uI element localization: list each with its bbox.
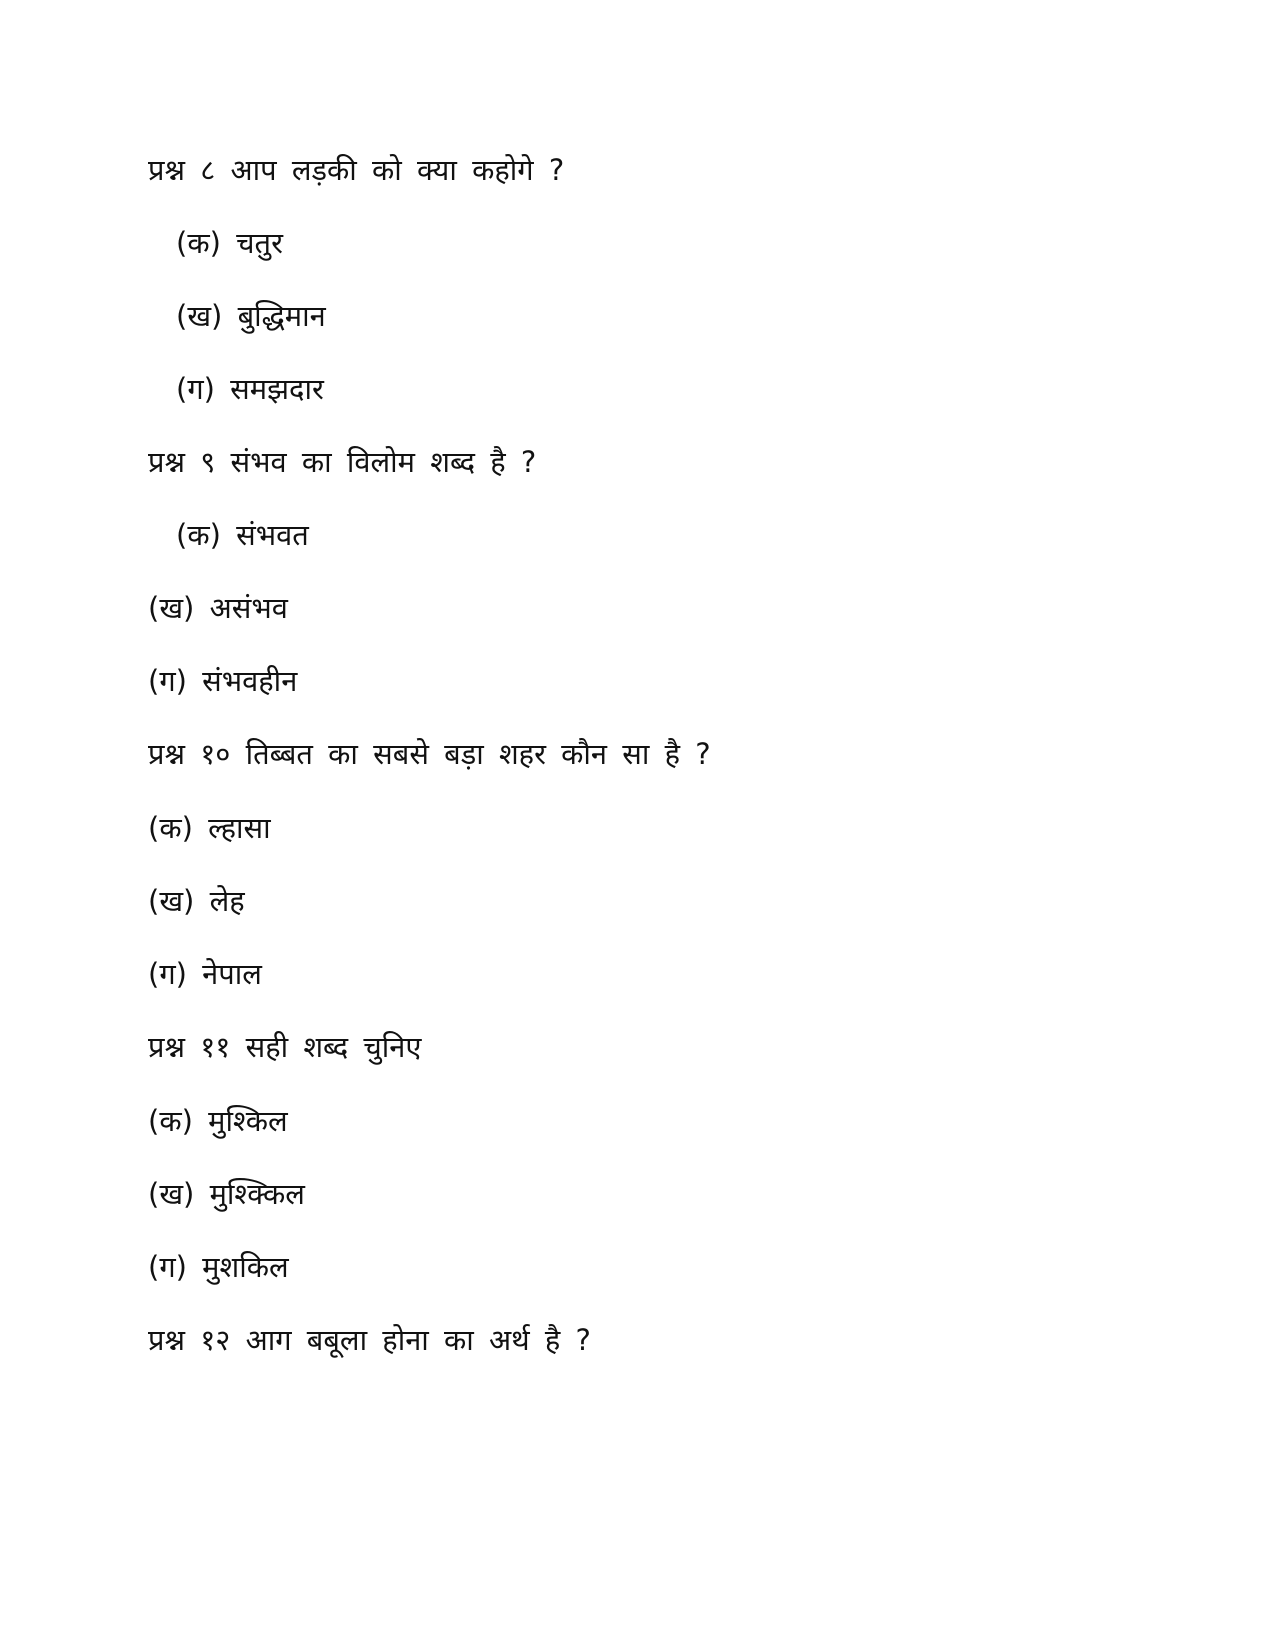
question-12: प्रश्न १२ आग बबूला होना का अर्थ है ?	[148, 1323, 591, 1357]
question-10: प्रश्न १० तिब्बत का सबसे बड़ा शहर कौन सा है ?	[148, 737, 711, 771]
question-10-option-ka: (क) ल्हासा	[148, 811, 271, 845]
question-8-option-ga: (ग) समझदार	[176, 372, 324, 406]
question-10-option-kha: (ख) लेह	[148, 884, 245, 918]
question-8-option-kha: (ख) बुद्धिमान	[176, 299, 326, 333]
question-9-option-ka: (क) संभवत	[176, 518, 309, 552]
question-9-option-kha: (ख) असंभव	[148, 591, 288, 625]
question-11-option-ga: (ग) मुशकिल	[148, 1250, 289, 1284]
question-9: प्रश्न ९ संभव का विलोम शब्द है ?	[148, 445, 537, 479]
question-8: प्रश्न ८ आप लड़की को क्या कहोगे ?	[148, 153, 565, 187]
question-11-option-ka: (क) मुश्किल	[148, 1104, 288, 1138]
question-11: प्रश्न ११ सही शब्द चुनिए	[148, 1030, 422, 1064]
question-10-option-ga: (ग) नेपाल	[148, 957, 262, 991]
question-8-option-ka: (क) चतुर	[176, 226, 283, 260]
question-9-option-ga: (ग) संभवहीन	[148, 664, 298, 698]
question-11-option-kha: (ख) मुश्क्किल	[148, 1177, 305, 1211]
